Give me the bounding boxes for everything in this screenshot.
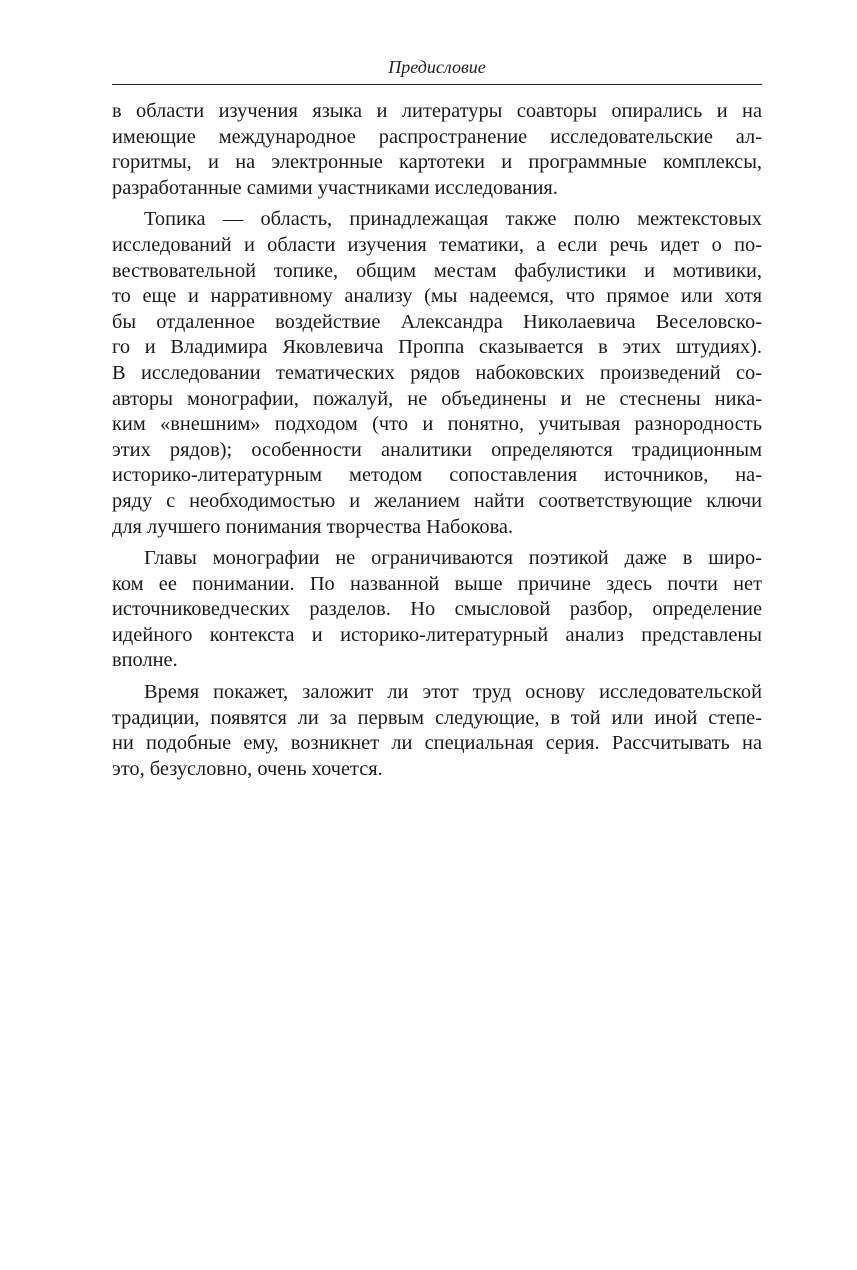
text-line: вполне. (112, 649, 178, 672)
text-line: Время покажет, заложит ли этот труд основу исследовательской (144, 681, 762, 704)
body-text (112, 99, 762, 782)
text-line: в области изучения языка и литературы соавторы опирались и на (112, 100, 762, 122)
text-line: ким «внешним» подходом (что и понятно, учитывая разнородность (112, 413, 762, 436)
paragraph (112, 207, 762, 540)
text-line: горитмы, и на электронные картотеки и программные комплексы, (112, 151, 762, 174)
paragraph (112, 680, 762, 782)
text-line: то еще и нарративному анализу (мы надеемся, что прямое или хотя (112, 285, 762, 308)
text-line: традиции, появятся ли за первым следующие, в той или иной степе- (112, 706, 762, 729)
running-head: Предисловие (112, 56, 762, 85)
text-line: историко-литературным методом сопоставления источников, на- (112, 464, 762, 487)
text-line: ряду с необходимостью и желанием найти соответствующие ключи (112, 489, 762, 512)
text-line: имеющие международное распространение исследовательские ал- (112, 125, 762, 148)
text-line: бы отдаленное воздействие Александра Николаевича Веселовско- (112, 310, 762, 333)
book-page (112, 56, 762, 782)
paragraph (112, 99, 762, 201)
text-line: Главы монографии не ограничиваются поэтикой даже в широ- (144, 547, 762, 570)
text-line: вествовательной топике, общим местам фабулистики и мотивики, (112, 259, 762, 282)
text-line: идейного контекста и историко-литературный анализ представлены (112, 623, 762, 646)
text-line: Топика — область, принадлежащая также полю межтекстовых (144, 208, 762, 231)
text-line: исследований и области изучения тематики, а если речь идет о по- (112, 233, 762, 256)
text-line: этих рядов); особенности аналитики определяются традиционным (112, 438, 762, 461)
text-line: это, безусловно, очень хочется. (112, 757, 383, 780)
text-line: ни подобные ему, возникнет ли специальная серия. Рассчитывать на (112, 732, 762, 755)
paragraph (112, 546, 762, 674)
text-line: В исследовании тематических рядов набоковских произведений со- (112, 361, 762, 384)
text-line: источниковедческих разделов. Но смысловой разбор, определение (112, 598, 762, 621)
text-line: для лучшего понимания творчества Набокова. (112, 515, 514, 538)
text-line: го и Владимира Яковлевича Проппа сказывается в этих штудиях). (112, 336, 762, 359)
text-line: ком ее понимании. По названной выше причине здесь почти нет (112, 572, 762, 595)
text-line: разработанные самими участниками исследования. (112, 176, 558, 199)
text-line: авторы монографии, пожалуй, не объединены и не стеснены ника- (112, 387, 762, 410)
